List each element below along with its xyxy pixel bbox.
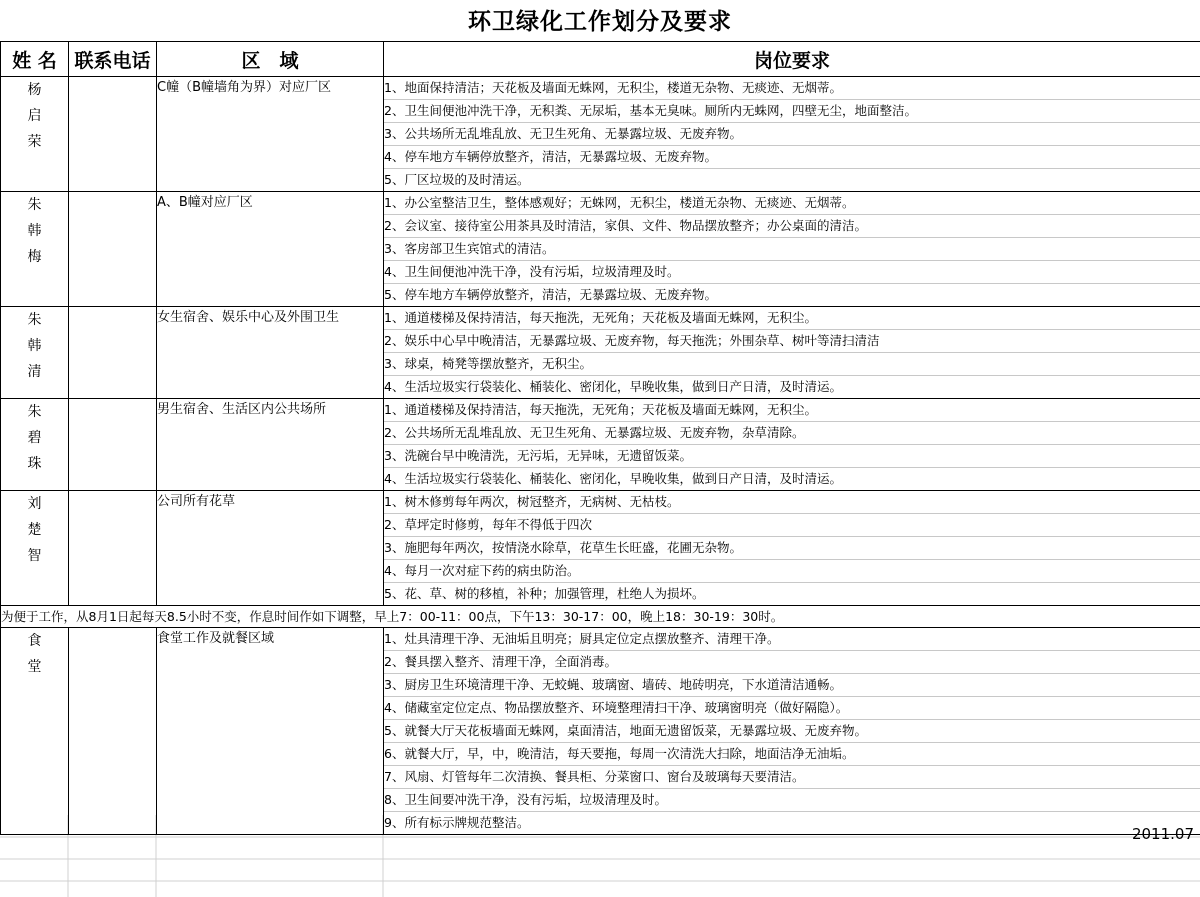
staff-name-char: 楚	[27, 522, 42, 538]
staff-name	[1, 307, 69, 399]
requirement-item: 3、客房部卫生宾馆式的清洁。	[384, 238, 1200, 261]
header-name: 姓 名	[1, 42, 69, 77]
header-phone: 联系电话	[69, 42, 157, 77]
staff-name-char: 刘	[27, 496, 42, 512]
staff-row	[1, 399, 1200, 491]
notice-row	[1, 606, 1200, 628]
requirement-list	[384, 399, 1200, 491]
staff-name-char: 清	[27, 364, 42, 380]
staff-area: 男生宿舍、生活区内公共场所	[157, 399, 384, 491]
requirement-item: 2、公共场所无乱堆乱放、无卫生死角、无暴露垃圾、无废弃物，杂草清除。	[384, 422, 1200, 445]
requirement-item: 5、停车地方车辆停放整齐，清洁，无暴露垃圾、无废弃物。	[384, 287, 717, 302]
staff-area: 女生宿舍、娱乐中心及外围卫生	[157, 307, 384, 399]
requirement-item: 4、储藏室定位定点、物品摆放整齐、环境整理清扫干净、玻璃窗明亮（做好隔隐）。	[384, 697, 1200, 720]
header-requirements: 岗位要求	[384, 42, 1200, 77]
requirement-list	[384, 192, 1200, 307]
work-hours-notice: 为便于工作，从8月1日起每天8.5小时不变，作息时间作如下调整，早上7：00-11：00点，下午13：30-17：00，晚上18：30-19：30时。	[1, 606, 1200, 628]
staff-row	[1, 77, 1200, 192]
staff-name-char: 韩	[27, 338, 42, 354]
staff-row	[1, 491, 1200, 606]
staff-name-char: 堂	[27, 659, 42, 675]
staff-name-char: 朱	[27, 404, 42, 420]
work-assignment-table	[0, 41, 1200, 835]
document-date: 2011.07	[1131, 825, 1194, 843]
staff-name-char: 梅	[27, 249, 42, 265]
requirement-item: 9、所有标示牌规范整洁。	[384, 815, 530, 830]
staff-phone	[69, 628, 157, 835]
staff-name-char: 启	[27, 108, 42, 124]
staff-name-char: 荣	[27, 134, 42, 150]
requirement-item: 4、卫生间便池冲洗干净，没有污垢，垃圾清理及时。	[384, 261, 1200, 284]
requirement-item: 1、地面保持清洁；天花板及墙面无蛛网，无积尘，楼道无杂物、无痰迹、无烟蒂。	[384, 77, 1200, 100]
staff-phone	[69, 77, 157, 192]
requirement-item: 3、球桌，椅凳等摆放整齐，无积尘。	[384, 353, 1200, 376]
requirement-item: 3、洗碗台早中晚清洗，无污垢，无异味，无遗留饭菜。	[384, 445, 1200, 468]
requirement-item: 5、就餐大厅天花板墙面无蛛网，桌面清洁，地面无遗留饭菜，无暴露垃圾、无废弃物。	[384, 720, 1200, 743]
staff-phone	[69, 491, 157, 606]
staff-area: 公司所有花草	[157, 491, 384, 606]
staff-name	[1, 628, 69, 835]
staff-name	[1, 399, 69, 491]
requirement-item: 2、娱乐中心早中晚清洁，无暴露垃圾、无废弃物，每天拖洗；外围杂草、树叶等清扫清洁	[384, 330, 1200, 353]
requirement-item: 8、卫生间要冲洗干净，没有污垢，垃圾清理及时。	[384, 789, 1200, 812]
requirement-item: 1、树木修剪每年两次，树冠整齐，无病树、无枯枝。	[384, 491, 1200, 514]
staff-area: A、B幢对应厂区	[157, 192, 384, 307]
requirement-item: 5、厂区垃圾的及时清运。	[384, 172, 530, 187]
requirement-item: 1、通道楼梯及保持清洁，每天拖洗，无死角；天花板及墙面无蛛网，无积尘。	[384, 399, 1200, 422]
canteen-section	[1, 628, 1200, 835]
requirement-item: 2、会议室、接待室公用茶具及时清洁，家俱、文件、物品摆放整齐；办公桌面的清洁。	[384, 215, 1200, 238]
requirement-item: 4、生活垃圾实行袋装化、桶装化、密闭化，早晚收集，做到日产日清，及时清运。	[384, 471, 842, 486]
staff-row	[1, 307, 1200, 399]
requirement-item: 3、厨房卫生环境清理干净、无蛟蝇、玻璃窗、墙砖、地砖明亮，下水道清洁通畅。	[384, 674, 1200, 697]
document-title: 环卫绿化工作划分及要求	[468, 9, 732, 35]
staff-phone	[69, 399, 157, 491]
requirement-list	[384, 491, 1200, 606]
requirement-item: 4、每月一次对症下药的病虫防治。	[384, 560, 1200, 583]
requirement-item: 6、就餐大厅，早，中，晚清洁，每天要拖，每周一次清洗大扫除，地面洁净无油垢。	[384, 743, 1200, 766]
requirement-list	[384, 77, 1200, 192]
header-row	[1, 42, 1200, 77]
header-area: 区 域	[157, 42, 384, 77]
requirement-item: 4、生活垃圾实行袋装化、桶装化、密闭化，早晚收集，做到日产日清，及时清运。	[384, 379, 842, 394]
staff-name	[1, 491, 69, 606]
staff-name	[1, 77, 69, 192]
staff-name-char: 朱	[27, 312, 42, 328]
staff-phone	[69, 192, 157, 307]
requirement-list	[384, 628, 1200, 835]
staff-name-char: 智	[27, 548, 42, 564]
staff-row	[1, 628, 1200, 835]
notice-section	[1, 606, 1200, 628]
staff-area: C幢（B幢墙角为界）对应厂区	[157, 77, 384, 192]
staff-name-char: 珠	[27, 456, 42, 472]
requirement-item: 3、施肥每年两次，按情浇水除草，花草生长旺盛，花圃无杂物。	[384, 537, 1200, 560]
requirement-item: 1、灶具清理干净、无油垢且明亮；厨具定位定点摆放整齐、清理干净。	[384, 628, 1200, 651]
requirement-item: 2、卫生间便池冲洗干净，无积粪、无尿垢，基本无臭味。厕所内无蛛网，四壁无尘，地面整洁。	[384, 100, 1200, 123]
requirement-item: 3、公共场所无乱堆乱放、无卫生死角、无暴露垃圾、无废弃物。	[384, 123, 1200, 146]
staff-name-char: 食	[27, 633, 42, 649]
staff-name-char: 碧	[27, 430, 42, 446]
requirement-item: 1、通道楼梯及保持清洁，每天拖洗，无死角；天花板及墙面无蛛网，无积尘。	[384, 307, 1200, 330]
requirement-item: 5、花、草、树的移植，补种；加强管理，杜绝人为损坏。	[384, 586, 705, 601]
requirement-item: 2、餐具摆入整齐、清理干净，全面消毒。	[384, 651, 1200, 674]
staff-area: 食堂工作及就餐区域	[157, 628, 384, 835]
requirement-item: 2、草坪定时修剪，每年不得低于四次	[384, 514, 1200, 537]
staff-groups	[1, 77, 1200, 606]
staff-name-char: 杨	[27, 82, 42, 98]
requirement-list	[384, 307, 1200, 399]
requirement-item: 7、风扇、灯管每年二次清换、餐具柜、分菜窗口、窗台及玻璃每天要清洁。	[384, 766, 1200, 789]
staff-phone	[69, 307, 157, 399]
staff-name	[1, 192, 69, 307]
staff-name-char: 朱	[27, 197, 42, 213]
requirement-item: 1、办公室整洁卫生，整体感观好；无蛛网，无积尘，楼道无杂物、无痰迹、无烟蒂。	[384, 192, 1200, 215]
staff-name-char: 韩	[27, 223, 42, 239]
staff-row	[1, 192, 1200, 307]
requirement-item: 4、停车地方车辆停放整齐，清洁，无暴露垃圾、无废弃物。	[384, 146, 1200, 169]
